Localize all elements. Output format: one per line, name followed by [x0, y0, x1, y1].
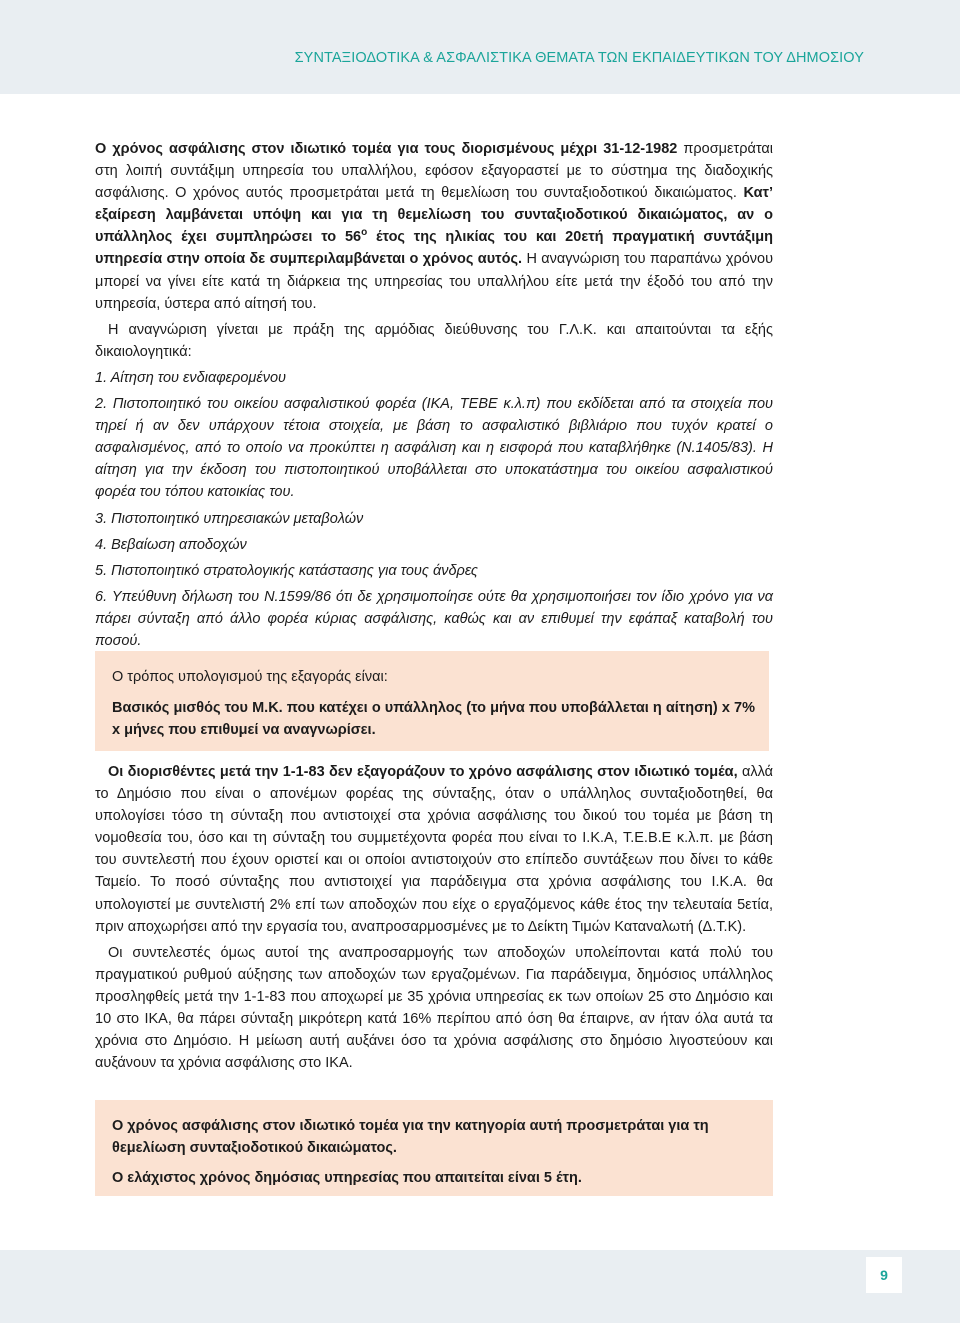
paragraph-adjustment-coefficients: Οι συντελεστές όμως αυτοί της αναπροσαρμογής των αποδοχών υπολείπονται κατά πολύ του πραγματικού ρυθμού αύξησης των αποδοχών των εργαζομένων. Για παράδειγμα, δημόσιος υπάλληλος προσληφθείς μετά την 1-1-83 που αποχωρεί με 35 χρόνια υπηρεσίας εκ των οποίων 25 στο Δημόσιο και 10 στο ΙΚΑ, θα πάρει σύνταξη μικρότερη κατά 16% περίπου από όση θα έπαιρνε, αν ήταν όλα αυτά τα χρόνια στο Δημόσιο. Η μείωση αυτή αυξάνει όσο τα χρόνια ασφάλισης στο δημόσιο λιγοστεύουν και αυξάνουν τα χρόνια ασφάλισης στο ΙΚΑ.: [95, 944, 773, 1072]
paragraph-required-documents: Η αναγνώριση γίνεται με πράξη της αρμόδιας διεύθυνσης του Γ.Λ.Κ. και απαιτούνται τα εξής δικαιολογητικά:: [95, 321, 773, 360]
calculation-formula: Βασικός μισθός του Μ.Κ. που κατέχει ο υπάλληλος (το μήνα που υποβάλλεται η αίτηση) x 7% x μήνες που επιθυμεί να αναγνωρίσει.: [112, 700, 755, 739]
summary-line-1: Ο χρόνος ασφάλισης στον ιδιωτικό τομέα για την κατηγορία αυτή προσμετράται για τη θεμελίωση συνταξιοδοτικού δικαιώματος.: [112, 1118, 709, 1157]
list-item: 3. Πιστοποιητικό υπηρεσιακών μεταβολών: [95, 510, 364, 527]
bold-lead-text: Ο χρόνος ασφάλισης στον ιδιωτικό τομέα για τους διορισμένους μέχρι 31-12-1982: [95, 141, 678, 157]
main-text-section-1: [95, 138, 773, 656]
documents-list: [95, 367, 773, 652]
bold-lead-text: Οι διορισθέντες μετά την 1-1-83 δεν εξαγοράζουν το χρόνο ασφάλισης στον ιδιωτικό τομέα,: [108, 764, 738, 780]
list-item: 4. Βεβαίωση αποδοχών: [95, 536, 247, 553]
calculation-intro: Ο τρόπος υπολογισμού της εξαγοράς είναι:: [112, 669, 388, 685]
body-text: προσμετράται στη λοιπή συντάξιμη υπηρεσία του υπαλλήλου, εφόσον εξαγοραστεί με το σύστημα της διαδοχικής ασφάλισης. Ο χρόνος αυτός προσμετράται μετά τη θεμελίωση του συνταξιοδοτικού δικαιώματος.: [95, 141, 773, 202]
list-item: 1. Αίτηση του ενδιαφερομένου: [95, 369, 287, 386]
bold-exception-text-a: Κατ’ εξαίρεση λαμβάνεται υπόψη και για τη θεμελίωση του συνταξιοδοτικού δικαιώματος, αν ο υπάλληλος έχει συμπληρώσει το 56: [95, 185, 773, 246]
paragraph-post-1983-appointees: [95, 761, 773, 938]
page-header: [0, 0, 960, 94]
page-footer: [0, 1250, 960, 1323]
paragraph-private-sector-pre-1983: [95, 138, 773, 315]
body-text-recognition: Η αναγνώριση του παραπάνω χρόνου μπορεί να γίνει είτε κατά τη διάρκεια της υπηρεσίας του υπαλλήλου είτε μετά την έξοδό του από την υπηρεσία, ύστερα από αίτησή του.: [95, 251, 773, 312]
ordinal-superscript: ο: [361, 227, 368, 239]
running-header-title: ΣΥΝΤΑΞΙΟΔΟΤΙΚΑ & ΑΣΦΑΛΙΣΤΙΚΑ ΘΕΜΑΤΑ ΤΩΝ ΕΚΠΑΙΔΕΥΤΙΚΩΝ ΤΟΥ ΔΗΜΟΣΙΟΥ: [294, 50, 864, 66]
bold-exception-text-b: έτος της ηλικίας του και 20ετή πραγματική συντάξιμη υπηρεσία στην οποία δε συμπεριλαμβάνεται ο χρόνος αυτός.: [95, 229, 773, 268]
calculation-highlight-box: [95, 651, 769, 751]
list-item: 2. Πιστοποιητικό του οικείου ασφαλιστικού φορέα (ΙΚΑ, ΤΕΒΕ κ.λ.π) που εκδίδεται από τα στοιχεία που τηρεί ή αν δεν υπάρχουν τέτοια στοιχεία, με βάση το ασφαλιστικό βιβλιάριο που τυχόν κρατεί ο ασφαλισμένος, από το οποίο να προκύπτει η ασφάλιση και η εισφορά που καταβλήθηκε (Ν.1405/83). Η αίτηση για την έκδοση του πιστοποιητικού υποβάλλεται στο υποκατάστημα του οικείου ασφαλιστικού φορέα του τόπου κατοικίας του.: [95, 396, 773, 501]
body-text: αλλά το Δημόσιο που είναι ο απονέμων φορέας της σύνταξης, όταν ο υπάλληλος συνταξιοδοτηθεί, θα υπολογίσει τόσο τη σύνταξη που αντιστοιχεί στα χρόνια ασφάλισης του δικού του τομέα με βάση τη νομοθεσία του, όσο και τη σύνταξη του συμμετέχοντα φορέα που είναι το Ι.Κ.Α, Τ.Ε.Β.Ε κ.λ.π. με βάση του συντελεστή που έχουν οριστεί και οι οποίοι αντιστοιχούν στο επίπεδο συντάξεων που δίνει το κάθε Ταμείο. Το ποσό σύνταξης που αντιστοιχεί για παράδειγμα στα χρόνια ασφάλισης του Ι.Κ.Α. θα υπολογιστεί με συντελιστή 2% επί των αποδοχών που είχε ο εργαζόμενος κάθε έτος την τελευταία 5ετία, πριν αποχωρήσει από την εργασία του, αναπροσαρμοσμένες με το Δείκτη Τιμών Καταναλωτή (Δ.Τ.Κ).: [95, 764, 773, 935]
list-item: 5. Πιστοποιητικό στρατολογικής κατάστασης για τους άνδρες: [95, 562, 478, 579]
summary-highlight-box: [95, 1100, 773, 1196]
page-number: 9: [866, 1257, 902, 1293]
summary-line-2: Ο ελάχιστος χρόνος δημόσιας υπηρεσίας που απαιτείται είναι 5 έτη.: [112, 1170, 582, 1187]
list-item: 6. Υπεύθυνη δήλωση του Ν.1599/86 ότι δε χρησιμοποίησε ούτε θα χρησιμοποιήσει τον ίδιο χρόνο για να πάρει σύνταξη από άλλο φορέα κύριας ασφάλισης, καθώς και αν επιθυμεί την εφάπαξ καταβολή του ποσού.: [95, 588, 773, 649]
main-text-section-2: [95, 761, 773, 1074]
